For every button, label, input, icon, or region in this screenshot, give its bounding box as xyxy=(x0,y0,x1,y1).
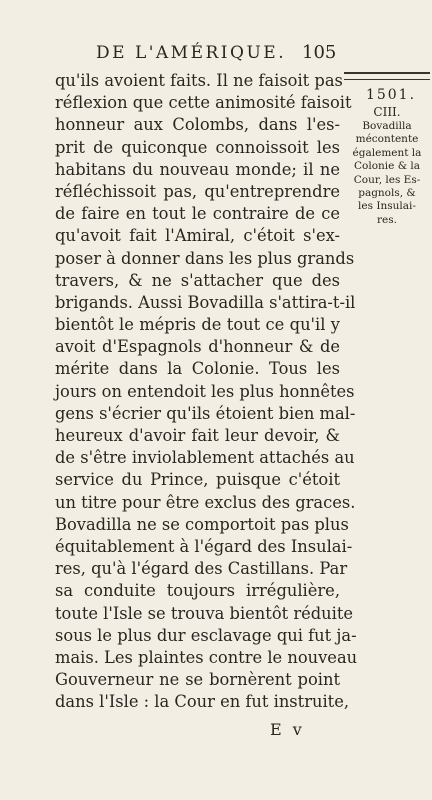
text-line: qu'avoit fait l'Amiral, c'étoit s'ex- xyxy=(55,226,340,246)
text-line: de s'être inviolablement attachés au xyxy=(55,448,355,468)
text-line: réfléchissoit pas, qu'entreprendre xyxy=(55,181,340,201)
margin-gloss-line: Colonie & la xyxy=(353,160,420,173)
running-header xyxy=(0,40,432,68)
text-line: Bovadilla ne se comportoit pas plus xyxy=(55,514,349,534)
margin-gloss-line: Bovadilla xyxy=(362,120,412,132)
signature-mark: E v xyxy=(270,720,305,739)
text-line: brigands. Aussi Bovadilla s'attira-t-il xyxy=(55,292,356,312)
margin-gloss-line: mécontente xyxy=(355,133,419,146)
margin-rule xyxy=(344,72,430,80)
text-line: gens s'écrier qu'ils étoient bien mal- xyxy=(55,403,356,423)
text-line: réflexion que cette animosité faisoit xyxy=(55,93,352,113)
text-line: honneur aux Colombs, dans l'es- xyxy=(55,115,340,135)
text-line: un titre pour être exclus des graces. xyxy=(55,492,356,512)
text-line: jours on entendoit les plus honnêtes xyxy=(55,381,355,401)
body-text xyxy=(55,70,358,713)
text-line: bientôt le mépris de tout ce qu'il y xyxy=(55,315,340,335)
text-line: sous le plus dur esclavage qui fut ja- xyxy=(55,625,357,645)
text-line: sa conduite toujours irrégulière, xyxy=(55,581,340,601)
margin-gloss-line: pagnols, & xyxy=(358,186,416,199)
margin-section-number: CIII. xyxy=(373,105,401,119)
margin-gloss-line: également la xyxy=(352,146,422,159)
text-line: mérite dans la Colonie. Tous les xyxy=(55,359,340,379)
running-title: DE L'AMÉRIQUE. xyxy=(96,43,287,63)
text-line: res, qu'à l'égard des Castillans. Par xyxy=(55,559,348,579)
text-line: qu'ils avoient faits. Il ne faisoit pas xyxy=(55,71,343,90)
text-line: heureux d'avoir fait leur devoir, & xyxy=(55,426,340,445)
text-line: prit de quiconque connoissoit les xyxy=(55,137,340,157)
text-line: poser à donner dans les plus grands xyxy=(55,248,355,268)
text-line: toute l'Isle se trouva bientôt réduite xyxy=(55,603,354,623)
text-line: équitablement à l'égard des Insulai- xyxy=(55,536,353,556)
margin-gloss-line: Cour, les Es- xyxy=(353,173,421,186)
text-line: service du Prince, puisque c'étoit xyxy=(55,470,340,490)
text-line: de faire en tout le contraire de ce xyxy=(55,204,340,224)
margin-gloss-line: res. xyxy=(377,213,397,226)
text-line: dans l'Isle : la Cour en fut instruite, xyxy=(55,692,350,712)
margin-note xyxy=(344,86,430,227)
text-line: mais. Les plaintes contre le nouveau xyxy=(55,647,358,667)
page-number: 105 xyxy=(302,42,337,63)
margin-year: 1501. xyxy=(365,87,417,103)
text-line: avoit d'Espagnols d'honneur & de xyxy=(55,337,340,357)
margin-gloss-line: les Insulai- xyxy=(358,200,416,213)
text-line: Gouverneur ne se bornèrent point xyxy=(55,670,340,690)
text-line: travers, & ne s'attacher que des xyxy=(55,270,340,290)
text-line: habitans du nouveau monde; il ne xyxy=(55,159,340,179)
